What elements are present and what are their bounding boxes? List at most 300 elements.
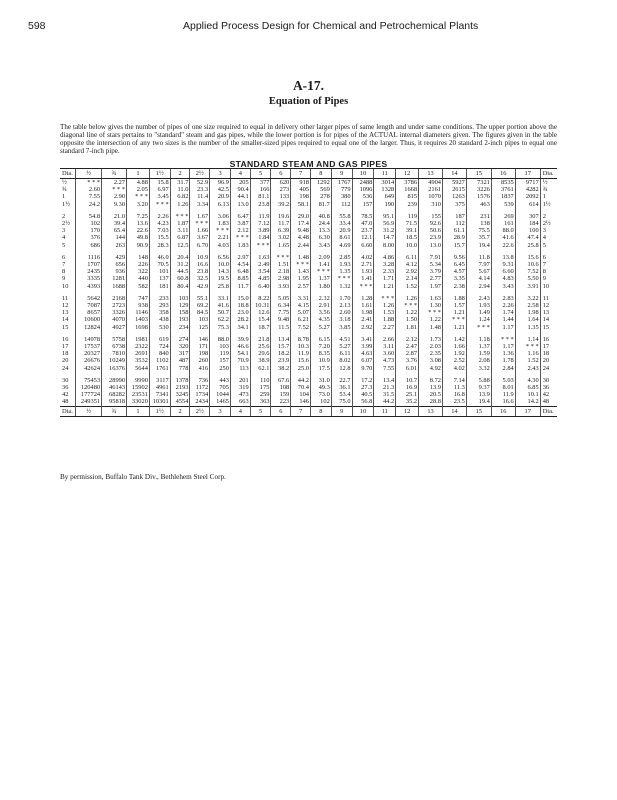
table-cell: 686 [76, 242, 102, 249]
table-cell: 9.48 [291, 227, 311, 234]
table-cell: 1.67 [190, 208, 210, 220]
table-cell: * * * [310, 268, 331, 275]
table-cell: 1378 [170, 372, 190, 384]
table-row [60, 242, 557, 249]
table-cell: 1.35 [515, 324, 540, 331]
table-cell: 3.08 [419, 357, 443, 364]
table-cell: 2434 [190, 398, 210, 406]
table-cell: 71.5 [396, 220, 419, 227]
table-cell: 2.85 [331, 249, 352, 261]
table-cell: 2.12 [396, 331, 419, 343]
table-cell: 10.9 [190, 249, 210, 261]
table-cell: 4282 [515, 186, 540, 193]
table-cell: 5927 [442, 179, 466, 187]
table-cell: 31.2 [170, 261, 190, 268]
table-cell: 3.56 [310, 309, 331, 316]
table-cell: 7.12 [250, 220, 271, 227]
table-cell: 10.9 [310, 357, 331, 364]
table-cell: 2.43 [466, 290, 491, 302]
table-cell: 187 [442, 208, 466, 220]
table-cell: 6.21 [291, 316, 311, 323]
table-cell: 778 [170, 365, 190, 372]
table-cell: 22.7 [331, 372, 352, 384]
table-cell: 33.1 [210, 290, 231, 302]
table-cell: 3532 [127, 357, 150, 364]
table-cell: 75.5 [466, 227, 491, 234]
table-cell: 5.88 [466, 372, 491, 384]
table-cell: 19.6 [271, 208, 291, 220]
table-cell: 440 [127, 275, 150, 282]
table-cell: 32.5 [190, 275, 210, 282]
table-cell: 20.4 [170, 249, 190, 261]
table-cell: 19.5 [210, 275, 231, 282]
table-cell: 23.5 [442, 398, 466, 406]
table-cell: * * * [515, 343, 540, 350]
table-cell: 10.7 [396, 372, 419, 384]
table-cell: 2.21 [210, 234, 231, 241]
table-cell: 73.0 [310, 391, 331, 398]
column-header-cell: 1½ [149, 169, 170, 179]
column-header-cell: 17 [515, 169, 540, 179]
row-label: 42 [540, 391, 557, 398]
table-cell: 1044 [210, 391, 231, 398]
table-cell: 2.12 [230, 227, 250, 234]
table-cell: 536 [352, 193, 374, 200]
table-cell: 23.8 [190, 268, 210, 275]
column-header-cell: Dia. [540, 169, 557, 179]
table-cell: 10301 [149, 398, 170, 406]
table-cell: 463 [466, 201, 491, 208]
table-cell: 310 [419, 201, 443, 208]
row-label: 12 [540, 302, 557, 309]
table-cell: 2.49 [250, 261, 271, 268]
table-cell: 2.91 [310, 302, 331, 309]
table-cell: 3.76 [396, 357, 419, 364]
row-label: 14 [540, 316, 557, 323]
table-cell: 2.41 [352, 316, 374, 323]
row-label: 16 [62, 335, 69, 343]
column-header-cell: 13 [419, 169, 443, 179]
table-cell: 14.7 [374, 234, 396, 241]
table-cell: 18.5 [396, 234, 419, 241]
table-cell: 1.14 [515, 331, 540, 343]
table-cell: 14.2 [515, 398, 540, 406]
table-cell: 14978 [76, 331, 102, 343]
row-label: 16 [540, 331, 557, 343]
table-cell: 226 [127, 261, 150, 268]
table-cell: 6738 [102, 343, 127, 350]
table-cell: 205 [230, 179, 250, 187]
table-cell: 15.8 [149, 179, 170, 187]
table-cell: 1.93 [352, 268, 374, 275]
table-cell: 1.41 [310, 261, 331, 268]
table-cell: 1.26 [374, 302, 396, 309]
column-footer-cell: 17 [515, 406, 540, 416]
table-cell: 233 [149, 290, 170, 302]
table-cell: 1.52 [515, 357, 540, 364]
table-row [60, 208, 557, 220]
table-cell: 25.8 [515, 242, 540, 249]
table-cell: 102 [310, 398, 331, 406]
table-cell: 10.0 [210, 261, 231, 268]
table-cell: 7341 [149, 391, 170, 398]
table-cell: 78.5 [352, 208, 374, 220]
column-header-cell: 8 [310, 169, 331, 179]
column-footer-cell: Dia. [540, 406, 557, 416]
table-cell: 747 [127, 290, 150, 302]
table-cell: 157 [352, 201, 374, 208]
table-cell: 7.91 [419, 249, 443, 261]
table-cell: 7.03 [149, 227, 170, 234]
table-cell: 1.71 [374, 275, 396, 282]
table-cell: 1.48 [419, 324, 443, 331]
row-label: 6 [540, 249, 557, 261]
table-cell: 3761 [491, 186, 515, 193]
table-row [60, 201, 557, 208]
table-cell: 42.5 [210, 186, 231, 193]
row-label: 11 [62, 294, 69, 302]
table-cell: 1.17 [491, 324, 515, 331]
table-cell: 1.22 [396, 309, 419, 316]
table-cell: 16376 [102, 365, 127, 372]
table-cell: 3.93 [271, 283, 291, 290]
row-label: 3 [62, 227, 66, 235]
table-cell: 1.42 [442, 331, 466, 343]
table-cell: 4.02 [442, 365, 466, 372]
row-label: 20 [540, 357, 557, 364]
table-cell: 1070 [419, 193, 443, 200]
table-cell: 2.38 [442, 283, 466, 290]
table-cell: 6.47 [230, 208, 250, 220]
table-cell: 6.40 [250, 283, 271, 290]
table-cell: 108 [271, 384, 291, 391]
table-cell: 190 [374, 201, 396, 208]
row-label: 18 [540, 350, 557, 357]
table-cell: 2.27 [102, 179, 127, 187]
row-label: 48 [62, 398, 69, 406]
table-row [60, 290, 557, 302]
column-header-cell: 10 [352, 169, 374, 179]
table-cell: 438 [149, 316, 170, 323]
table-row [60, 234, 557, 241]
table-cell: * * * [396, 302, 419, 309]
table-cell: 8535 [491, 179, 515, 187]
table-cell: 38.2 [271, 365, 291, 372]
row-label: ¾ [62, 186, 67, 194]
table-cell: 88.0 [210, 331, 231, 343]
table-row [60, 357, 557, 364]
table-title: Equation of Pipes [268, 96, 349, 107]
table-cell: 2.26 [149, 208, 170, 220]
table-cell: 1.83 [230, 242, 250, 249]
table-cell: 35.2 [396, 398, 419, 406]
table-cell: 3.41 [352, 331, 374, 343]
table-cell: 46.6 [230, 343, 250, 350]
table-cell: 11.4 [190, 193, 210, 200]
table-cell: 25.1 [396, 391, 419, 398]
table-cell: 103 [210, 343, 231, 350]
column-footer-cell: ¾ [102, 406, 127, 416]
row-label: 24 [62, 364, 69, 372]
table-cell: 840 [149, 350, 170, 357]
table-cell: 22.6 [491, 242, 515, 249]
table-row [60, 220, 557, 227]
row-label: ½ [62, 179, 67, 186]
table-row [60, 343, 557, 350]
column-footer-cell: 15 [466, 406, 491, 416]
table-cell: 3.20 [127, 201, 150, 208]
row-label: 5 [62, 241, 66, 249]
table-cell: 44.2 [374, 398, 396, 406]
table-cell: 269 [491, 208, 515, 220]
table-cell: * * * [271, 249, 291, 261]
row-label: 2½ [62, 220, 70, 228]
table-cell: 1.37 [466, 343, 491, 350]
section-title: STANDARD STEAM AND GAS PIPES [229, 159, 388, 169]
table-cell: 3786 [396, 179, 419, 187]
table-cell: 3.31 [291, 290, 311, 302]
table-cell: 10.6 [515, 261, 540, 268]
table-row [60, 186, 557, 193]
table-cell: 5.03 [491, 372, 515, 384]
table-cell: 1.78 [491, 357, 515, 364]
table-cell: 1.88 [442, 290, 466, 302]
row-label: 9 [540, 275, 557, 282]
table-cell: 274 [170, 331, 190, 343]
table-cell: 1.61 [352, 302, 374, 309]
table-cell: 49.8 [127, 234, 150, 241]
table-cell: 6.11 [331, 350, 352, 357]
table-cell: 119 [210, 350, 231, 357]
table-cell: 184 [515, 220, 540, 227]
column-footer-cell: 14 [442, 406, 466, 416]
table-cell: 1576 [466, 193, 491, 200]
column-footer-cell: 2 [170, 406, 190, 416]
table-row [60, 331, 557, 343]
table-cell: * * * [331, 275, 352, 282]
table-cell: 39.1 [396, 227, 419, 234]
table-cell: 34.1 [230, 324, 250, 331]
table-cell: 1.59 [466, 350, 491, 357]
table-cell: 2.60 [331, 309, 352, 316]
column-header-cell: ½ [76, 169, 102, 179]
row-label: 15 [540, 324, 557, 331]
table-cell: 8.22 [250, 290, 271, 302]
table-cell: 46143 [102, 384, 127, 391]
table-cell: 92.6 [419, 220, 443, 227]
table-cell: 429 [102, 249, 127, 261]
table-cell: 293 [149, 302, 170, 309]
table-cell: 10249 [102, 357, 127, 364]
column-header-cell: 11 [374, 169, 396, 179]
table-cell: 7.14 [442, 372, 466, 384]
table-cell: 320 [170, 343, 190, 350]
table-cell: 20.9 [210, 193, 231, 200]
column-footer-cell: 12 [396, 406, 419, 416]
table-cell: 4.85 [250, 275, 271, 282]
table-cell: 19.4 [466, 242, 491, 249]
table-row [60, 302, 557, 309]
table-cell: 1.80 [310, 283, 331, 290]
table-cell: 137 [149, 275, 170, 282]
table-cell: 2.14 [396, 275, 419, 282]
table-cell: 10.3 [291, 343, 311, 350]
table-cell: 9.56 [442, 249, 466, 261]
column-header-cell: 16 [491, 169, 515, 179]
table-cell: 2.05 [127, 186, 150, 193]
table-cell: 259 [250, 391, 271, 398]
column-footer-cell: 11 [374, 406, 396, 416]
table-cell: 4.69 [331, 242, 352, 249]
table-cell: 5.34 [419, 261, 443, 268]
table-cell: 1.37 [310, 275, 331, 282]
table-row [60, 261, 557, 268]
table-cell: 33020 [127, 398, 150, 406]
row-label: 5 [540, 242, 557, 249]
table-cell: 7.55 [76, 193, 102, 200]
table-cell: 1172 [190, 384, 210, 391]
table-cell: 110 [250, 372, 271, 384]
row-label: 3 [540, 227, 557, 234]
table-cell: 2.71 [352, 261, 374, 268]
table-cell: 21.0 [102, 208, 127, 220]
table-cell: 278 [310, 193, 331, 200]
table-cell: 3.28 [374, 261, 396, 268]
table-cell: 47.0 [352, 220, 374, 227]
row-label: 6 [62, 253, 66, 261]
table-cell: 47.4 [515, 234, 540, 241]
table-cell: * * * [102, 186, 127, 193]
table-cell: 75.0 [331, 398, 352, 406]
table-cell: 20.5 [419, 391, 443, 398]
table-cell: 4.92 [419, 365, 443, 372]
table-cell: 15.5 [149, 234, 170, 241]
table-cell: 54.8 [76, 208, 102, 220]
table-cell: 28.3 [149, 242, 170, 249]
table-cell: 119 [396, 208, 419, 220]
table-cell: 1688 [102, 283, 127, 290]
table-cell: 58.1 [291, 201, 311, 208]
table-cell: 1.57 [442, 302, 466, 309]
table-cell: 1263 [442, 193, 466, 200]
table-cell: 8657 [76, 309, 102, 316]
table-cell: 3.11 [170, 227, 190, 234]
table-cell: 1116 [76, 249, 102, 261]
table-cell: 112 [331, 201, 352, 208]
row-label: 11 [540, 290, 557, 302]
table-cell: 1.98 [515, 309, 540, 316]
row-label: 13 [62, 309, 69, 317]
table-cell: 1668 [396, 186, 419, 193]
column-header-cell: 7 [291, 169, 311, 179]
row-label: 10 [62, 282, 69, 290]
row-label: 1½ [540, 201, 557, 208]
table-cell: 1.63 [419, 290, 443, 302]
table-cell: 4961 [149, 384, 170, 391]
table-cell: 8.85 [230, 275, 250, 282]
table-cell: 10600 [76, 316, 102, 323]
table-cell: 3.32 [466, 365, 491, 372]
table-cell: 319 [230, 384, 250, 391]
table-cell: 8.00 [374, 242, 396, 249]
row-label: 42 [62, 391, 69, 399]
table-cell: 15.6 [515, 249, 540, 261]
table-cell: 102 [76, 220, 102, 227]
table-cell: 1.21 [374, 283, 396, 290]
table-cell: 1.66 [190, 227, 210, 234]
table-cell: 50.7 [210, 309, 231, 316]
table-cell: 8.01 [491, 384, 515, 391]
table-cell: 4393 [76, 283, 102, 290]
table-cell: 11.7 [230, 283, 250, 290]
table-cell: 1281 [102, 275, 127, 282]
table-id: A-17. [292, 78, 325, 93]
table-cell: 50.6 [419, 227, 443, 234]
table-cell: 1.21 [442, 309, 466, 316]
row-label: ¾ [540, 186, 557, 193]
table-cell: 6.39 [271, 227, 291, 234]
table-cell: 11.9 [250, 208, 271, 220]
row-label: 1 [540, 193, 557, 200]
table-cell: 2.92 [352, 324, 374, 331]
table-cell: 20.9 [331, 227, 352, 234]
row-label: 8 [540, 268, 557, 275]
table-cell: 4.23 [149, 220, 170, 227]
row-label: 8 [62, 268, 66, 276]
table-description: The table below gives the number of pipes of one size required to equal in delivery other larger pipes of same length and under same conditions. The upper portion above the diagonal line of stars pertains to "standard" steam and gas pipes, while the lower portion is for pipes of the ACTUAL internal diameters given. The figures given in the table opposite the intersection of any two sizes is the number of the smaller-sized pipes required to equal one of the larger. Thus, it requires 20 standard 2-inch pipes to equal one standard 7-inch pipe. [60, 123, 557, 156]
table-row [60, 324, 557, 331]
table-cell: 2691 [127, 350, 150, 357]
table-cell: 2.47 [396, 343, 419, 350]
column-header-cell: 3 [210, 169, 231, 179]
table-cell: 6.01 [396, 365, 419, 372]
table-cell: 223 [271, 398, 291, 406]
table-cell: 7087 [76, 302, 102, 309]
row-label: 15 [62, 323, 69, 331]
row-label: 1½ [62, 200, 70, 208]
table-cell: 90.9 [127, 242, 150, 249]
table-cell: 5.05 [271, 290, 291, 302]
table-cell: 1096 [352, 186, 374, 193]
table-row [60, 283, 557, 290]
table-cell: 405 [291, 186, 311, 193]
table-cell: * * * [127, 193, 150, 200]
table-cell: 15.7 [442, 242, 466, 249]
table-cell: 1.24 [466, 316, 491, 323]
row-label: 14 [62, 316, 69, 324]
table-cell: 1.30 [419, 302, 443, 309]
table-cell: 656 [102, 261, 127, 268]
table-cell: 12824 [76, 324, 102, 331]
column-header-cell: 15 [466, 169, 491, 179]
table-cell: 75453 [76, 372, 102, 384]
table-cell: 23531 [127, 391, 150, 398]
table-cell: 15.7 [271, 343, 291, 350]
row-label: 24 [540, 365, 557, 372]
table-cell: 23.9 [271, 357, 291, 364]
table-cell: 4.15 [291, 302, 311, 309]
book-title: Applied Process Design for Chemical and Petrochemical Plants [183, 20, 479, 32]
table-cell: 28.2 [230, 316, 250, 323]
table-cell: * * * [291, 261, 311, 268]
table-cell: 3326 [102, 309, 127, 316]
column-footer-cell: 16 [491, 406, 515, 416]
table-cell: 26676 [76, 357, 102, 364]
table-row [60, 391, 557, 398]
table-cell: 2723 [102, 302, 127, 309]
table-cell: 2.87 [396, 350, 419, 357]
table-cell: 25.6 [250, 343, 271, 350]
